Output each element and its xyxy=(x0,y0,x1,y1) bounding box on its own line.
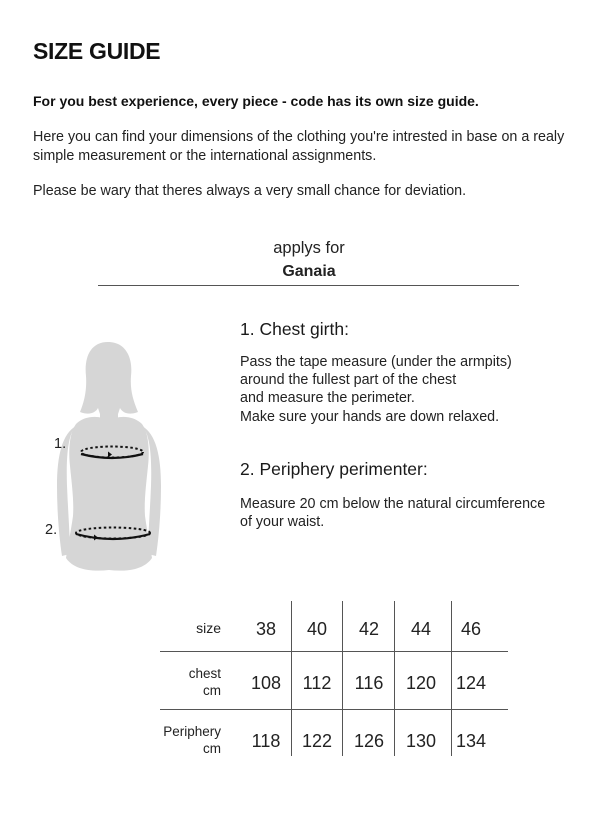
body-silhouette-icon xyxy=(40,336,170,576)
deviation-paragraph: Please be wary that theres always a very small chance for deviation. xyxy=(33,183,467,199)
table-column-rule xyxy=(451,601,452,756)
periphery-value-cell: 134 xyxy=(455,731,487,751)
table-rule xyxy=(160,651,508,652)
figure-marker-1: 1. xyxy=(54,436,67,452)
periphery-row-label xyxy=(141,723,221,757)
periphery-value-cell: 130 xyxy=(405,731,437,751)
periphery-value-cell: 126 xyxy=(353,731,385,751)
size-cell: 40 xyxy=(306,619,328,639)
product-name: Ganaia xyxy=(282,263,336,280)
applies-for-label: applys for xyxy=(273,239,345,257)
periphery-perimeter-instructions xyxy=(240,495,585,531)
chest-value-cell: 112 xyxy=(302,673,332,693)
row-label-unit: cm xyxy=(203,741,221,756)
figure-marker-2: 2. xyxy=(45,522,58,538)
size-cell: 38 xyxy=(255,619,277,639)
instruction-line: of your waist. xyxy=(240,514,325,531)
chest-value-cell: 124 xyxy=(455,673,487,693)
table-rule xyxy=(160,709,508,710)
table-column-rule xyxy=(342,601,343,756)
chest-girth-instructions xyxy=(240,353,580,426)
periphery-value-cell: 122 xyxy=(301,731,333,751)
chest-value-cell: 108 xyxy=(250,673,282,693)
table-column-rule xyxy=(394,601,395,756)
instruction-line: Make sure your hands are down relaxed. xyxy=(240,408,500,425)
size-header-label: size xyxy=(196,620,221,636)
page-title: SIZE GUIDE xyxy=(33,38,161,64)
periphery-perimeter-title: 2. Periphery perimenter: xyxy=(240,459,428,479)
row-label-line: chest xyxy=(188,666,221,681)
intro-paragraph: Here you can find your dimensions of the clothing you're intrested in base on a realy simple measurement or the international assignments. xyxy=(33,129,565,164)
instruction-line: Pass the tape measure (under the armpits) xyxy=(240,354,512,370)
divider xyxy=(98,285,519,286)
row-label-unit: cm xyxy=(203,683,221,698)
chest-value-cell: 120 xyxy=(405,673,437,693)
instruction-line: and measure the perimeter. xyxy=(240,390,415,407)
table-column-rule xyxy=(291,601,292,756)
chest-row-label xyxy=(141,665,221,699)
chest-value-cell: 116 xyxy=(354,673,384,693)
size-cell: 42 xyxy=(358,619,380,639)
size-cell: 44 xyxy=(410,619,432,639)
lead-text: For you best experience, every piece - code has its own size guide. xyxy=(33,93,479,109)
periphery-value-cell: 118 xyxy=(251,731,281,751)
instruction-line: around the fullest part of the chest xyxy=(240,372,457,389)
chest-girth-title: 1. Chest girth: xyxy=(240,319,349,339)
row-label-line: Periphery xyxy=(163,724,221,739)
instruction-line: Measure 20 cm below the natural circumference xyxy=(240,496,546,512)
size-cell: 46 xyxy=(460,619,482,639)
